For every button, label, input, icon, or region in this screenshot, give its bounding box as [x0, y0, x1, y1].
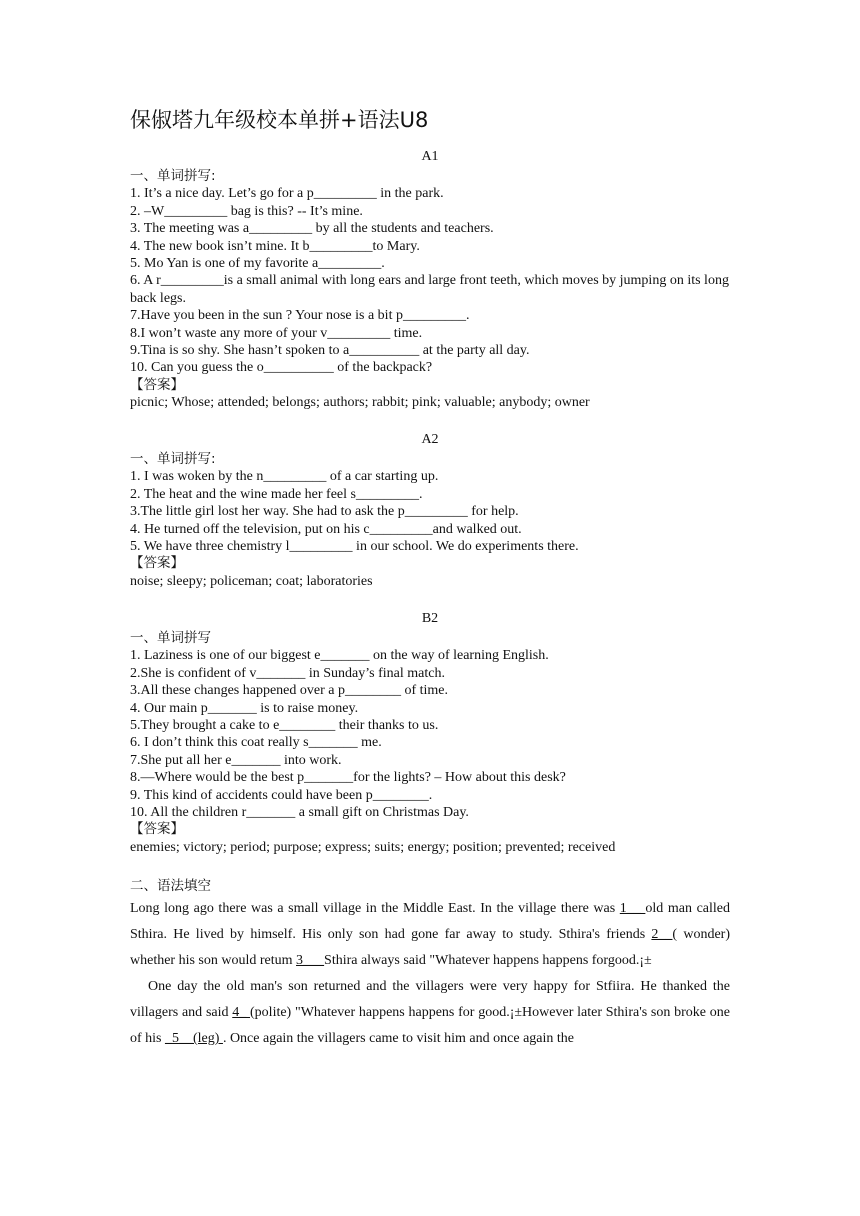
section-subtitle: 一、单词拼写: [130, 630, 211, 646]
section-subtitle: 一、单词拼写:: [130, 168, 216, 184]
grammar-paragraph-1: [130, 896, 730, 974]
answer-text: noise; sleepy; policeman; coat; laboratories: [130, 573, 373, 589]
section-a2: [130, 431, 730, 590]
question-line: 1. It’s a nice day. Let’s go for a p_________ in the park.: [130, 186, 444, 202]
question-line: 2. –W_________ bag is this? -- It’s mine.: [130, 203, 363, 219]
question-line: 9.Tina is so shy. She hasn’t spoken to a__________ at the party all day.: [130, 343, 530, 359]
section-heading: A2: [421, 432, 439, 447]
answer-text: enemies; victory; period; purpose; express; suits; energy; position; prevented; received: [130, 839, 616, 855]
grammar-section: [130, 876, 730, 1052]
paragraph-text: . Once again the villagers came to visit him and once again the: [222, 1031, 574, 1046]
answer-label: 【答案】: [130, 555, 184, 572]
question-line: 7.Have you been in the sun ? Your nose is a bit p_________.: [130, 308, 470, 324]
question-line: 8.I won’t waste any more of your v_________ time.: [130, 325, 423, 341]
blank-2: 2__: [651, 927, 673, 942]
question-line: 7.She put all her e_______ into work.: [130, 752, 342, 768]
question-line: 1. Laziness is one of our biggest e_______ on the way of learning English.: [130, 648, 549, 664]
answer-label: 【答案】: [130, 821, 184, 838]
question-line: 3.All these changes happened over a p________ of time.: [130, 683, 449, 699]
paragraph-text: Sthira always said "Whatever happens happens forgood.¡±: [324, 953, 652, 968]
question-line: 4. The new book isn’t mine. It b_________to Mary.: [130, 238, 420, 254]
blank-1: 1__: [619, 901, 646, 916]
question-line: 1. I was woken by the n_________ of a car starting up.: [130, 469, 439, 485]
section-heading: A1: [421, 149, 439, 164]
question-line: 3.The little girl lost her way. She had to ask the p_________ for help.: [130, 504, 519, 520]
answer-label: 【答案】: [130, 376, 184, 393]
paragraph-text: Long long ago there was a small village in the Middle East. In the village there was: [130, 901, 620, 916]
section-a1: [130, 148, 730, 412]
question-line: 10. Can you guess the o__________ of the backpack?: [130, 360, 433, 376]
question-line: 4. He turned off the television, put on his c_________and walked out.: [130, 521, 522, 537]
question-line: 3. The meeting was a_________ by all the students and teachers.: [130, 221, 494, 237]
grammar-paragraph-2: [130, 974, 730, 1052]
section-heading: B2: [421, 611, 439, 626]
question-line: 5. We have three chemistry l_________ in our school. We do experiments there.: [130, 539, 579, 555]
grammar-heading: 二、语法填空: [130, 878, 211, 894]
paragraph-text: (polite) "Whatever happens happens for good.¡±However later Sthira's son broke one of his: [130, 1005, 730, 1046]
question-line: 2.She is confident of v_______ in Sunday’s final match.: [130, 665, 445, 681]
section-b2: [130, 610, 730, 856]
question-line: 10. All the children r_______ a small gift on Christmas Day.: [130, 805, 469, 821]
question-line: 9. This kind of accidents could have been p________.: [130, 787, 433, 803]
blank-3: 3___: [296, 953, 325, 968]
paragraph-text: One day the old man's son returned and the villagers were very happy for Stfiira. He thanked the villagers and said: [130, 979, 730, 1020]
question-line: 5.They brought a cake to e________ their thanks to us.: [130, 718, 439, 734]
question-line: 4. Our main p_______ is to raise money.: [130, 700, 359, 716]
document-title: 保俶塔九年级校本单拼+语法U8: [130, 108, 429, 132]
section-subtitle: 一、单词拼写:: [130, 451, 216, 467]
question-line: 5. Mo Yan is one of my favorite a_________.: [130, 256, 385, 272]
question-line: 2. The heat and the wine made her feel s_________.: [130, 486, 423, 502]
blank-4: 4_: [232, 1005, 251, 1020]
question-line: 6. I don’t think this coat really s_______ me.: [130, 735, 382, 751]
question-line: 8.—Where would be the best p_______for the lights? – How about this desk?: [130, 770, 566, 786]
question-line: 6. A r_________is a small animal with long ears and large front teeth, which moves by jumping on its long back legs.: [130, 273, 729, 306]
answer-text: picnic; Whose; attended; belongs; authors; rabbit; pink; valuable; anybody; owner: [130, 395, 590, 411]
blank-5: _5__(leg): [165, 1031, 223, 1046]
paragraph-text: old man called Sthira. He lived by himself. His only son had gone far away to study. Sthira's friends: [130, 901, 730, 942]
paragraph-text: ( wonder) whether his son would retum: [130, 927, 730, 968]
